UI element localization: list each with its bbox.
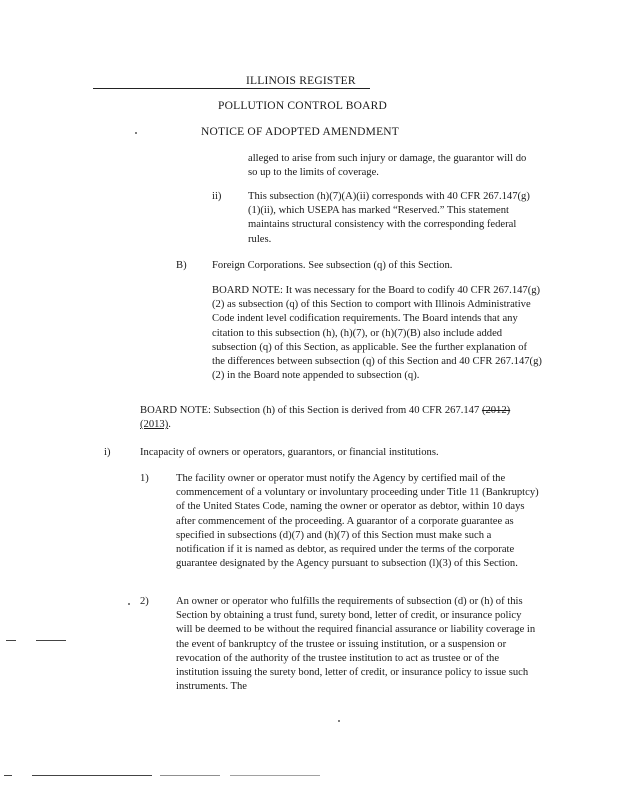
footer-rule: [160, 775, 220, 776]
item-ii-label: ii): [212, 191, 222, 202]
continuation-paragraph: alleged to arise from such injury or damage, the guarantor will do so up to the limits of coverage.: [248, 153, 527, 179]
margin-tick: [4, 775, 12, 776]
footer-rule: [230, 775, 320, 776]
scan-speck: [135, 132, 137, 134]
inserted-year: (2013): [140, 419, 169, 431]
notice-title: NOTICE OF ADOPTED AMENDMENT: [201, 126, 400, 138]
footer-rule: [32, 775, 152, 776]
register-header: ILLINOIS REGISTER: [246, 75, 356, 87]
item-B-label: B): [176, 260, 187, 271]
deleted-year: (2012): [481, 405, 511, 416]
margin-tick: [6, 640, 16, 641]
item-1-label: 1): [140, 473, 149, 484]
board-note-derivation: [140, 404, 520, 432]
margin-tick: [36, 640, 66, 641]
item-B-text: Foreign Corporations. See subsection (q) of this Section.: [212, 260, 453, 271]
item-i-text: Incapacity of owners or operators, guarantors, or financial institutions.: [140, 447, 439, 458]
item-2-label: 2): [140, 596, 149, 607]
item-i-label: i): [104, 447, 111, 458]
board-note-derivation-lead: BOARD NOTE: Subsection (h) of this Section is derived from 40 CFR 267.147: [140, 405, 480, 416]
scan-speck: [128, 603, 130, 605]
item-1-text: The facility owner or operator must notify the Agency by certified mail of the commencement of a voluntary or involuntary proceeding under Title 11 (Bankruptcy) of the United States Code, naming the owner or operator as debtor, within 10 days after commencement of the proceeding. A guarantor of a corporate guarantee as specified in subsections (d)(7) and (h)(7) of this Section must make such a notification if it is named as debtor, as required under the terms of the corporate guarantee designated by the Agency pursuant to subsection (l)(3) of this Section.: [176, 473, 539, 570]
board-name: POLLUTION CONTROL BOARD: [218, 100, 388, 112]
board-note-derivation-end: .: [168, 419, 171, 431]
header-rule: [93, 88, 370, 89]
scan-speck: [338, 720, 340, 722]
board-note-federal-codification: BOARD NOTE: It was necessary for the Board to codify 40 CFR 267.147(g)(2) as subsection (q) of this Section to comport with Illinois Administrative Code indent level codification requirements. The Board intends that any citation to this subsection (h), (h)(7), or (h)(7)(B) also include added subsection (q) of this Section, as applicable. See the further explanation of the differences between subsection (q) of this Section and 40 CFR 267.147(g)(2) in the Board note appended to subsection (q).: [212, 285, 542, 382]
item-2-text: An owner or operator who fulfills the requirements of subsection (d) or (h) of this Section by obtaining a trust fund, surety bond, letter of credit, or insurance policy will be deemed to be without the required financial assurance or liability coverage in the event of bankruptcy of the trustee or issuing institution, or a suspension or revocation of the authority of the trustee institution to act as trustee or of the institution issuing the surety bond, letter of credit, or insurance policy to issue such instruments. The: [176, 596, 536, 693]
item-ii-text: This subsection (h)(7)(A)(ii) corresponds with 40 CFR 267.147(g)(1)(ii), which USEPA has marked “Reserved.” This statement maintains structural consistency with the corresponding federal rules.: [248, 191, 530, 245]
